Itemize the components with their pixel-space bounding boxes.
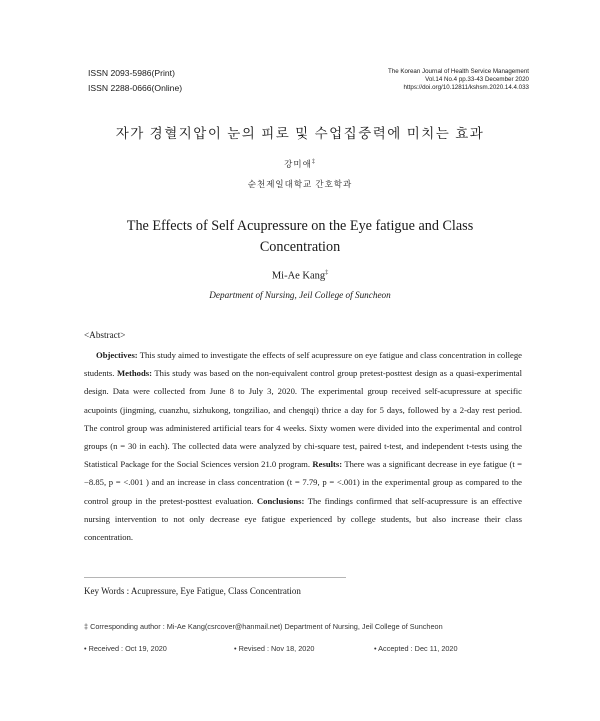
journal-name: The Korean Journal of Health Service Management — [387, 68, 529, 75]
received-date: • Received : Oct 19, 2020 — [84, 644, 167, 653]
doi: https://doi.org/10.12811/kshsm.2020.14.4.033 — [403, 84, 529, 91]
korean-author — [0, 158, 600, 170]
methods-label: Methods: — [117, 368, 152, 379]
corresponding-author: ‡ Corresponding author : Mi-Ae Kang(csrcover@hanmail.net) Department of Nursing, Jeil College of Suncheon — [84, 622, 443, 631]
abstract-body — [84, 346, 522, 546]
objectives-label: Objectives: — [96, 350, 138, 360]
english-affiliation: Department of Nursing, Jeil College of Suncheon — [209, 290, 391, 300]
revised-date: • Revised : Nov 18, 2020 — [234, 644, 315, 653]
english-title: The Effects of Self Acupressure on the Eye fatigue and Class Concentration — [126, 218, 474, 255]
results-text: There was a significant decrease in eye fatigue (t = −8.85, p = <.001 ) and an increase in class concentration (t = 7.79, p = <.001) in the experimental group as compared to the control group in the pretest-posttest evaluation. — [84, 459, 523, 506]
journal-info — [388, 68, 529, 92]
english-author-name: Mi-Ae Kang — [271, 270, 326, 282]
abstract-heading: <Abstract> — [84, 330, 126, 340]
methods-text: This study was based on the non-equivalent control group pretest-posttest design as a quasi-experimental design. Data were collected from June 8 to July 3, 2020. The experimental group received self-acupressure at specific acupoints (jingming, cuanzhu, sizhukong, tongziliao, and chengqi) thrice a day for 5 days, followed by a 2-day rest period. The control group was administered artificial tears for 4 weeks. Sixty women were divided into the experimental and control groups (n = 30 in each). The collected data were analyzed by chi-square test, paired t-test, and independent t-tests using the Statistical Package for the Social Sciences version 21.0 program. — [84, 368, 523, 470]
issn-block — [88, 66, 182, 96]
english-author — [0, 270, 600, 282]
objectives-text: This study aimed to investigate the effects of self acupressure on eye fatigue and class concentration in college students. — [84, 350, 522, 379]
results-label: Results: — [312, 459, 343, 470]
issn-print: ISSN 2093-5986(Print) — [88, 68, 175, 78]
korean-author-name: 강미애 — [284, 159, 312, 169]
accepted-date: • Accepted : Dec 11, 2020 — [374, 644, 458, 653]
english-author-mark: ‡ — [325, 270, 329, 276]
keywords-divider — [84, 577, 346, 578]
conclusions-label: Conclusions: — [256, 495, 305, 506]
korean-author-mark: ‡ — [311, 159, 316, 166]
dates-line — [84, 644, 458, 653]
korean-affiliation: 순천제일대학교 간호학과 — [247, 179, 353, 189]
volume-info: Vol.14 No.4 pp.33-43 December 2020 — [425, 76, 529, 83]
conclusions-text: The findings confirmed that self-acupressure is an effective nursing intervention to not only decrease eye fatigue experienced by college students, but also increase their class concentration. — [84, 495, 522, 543]
keywords: Key Words : Acupressure, Eye Fatigue, Class Concentration — [84, 586, 301, 596]
korean-title: 자가 경혈지압이 눈의 피로 및 수업집중력에 미치는 효과 — [115, 126, 485, 141]
issn-online: ISSN 2288-0666(Online) — [88, 83, 183, 93]
